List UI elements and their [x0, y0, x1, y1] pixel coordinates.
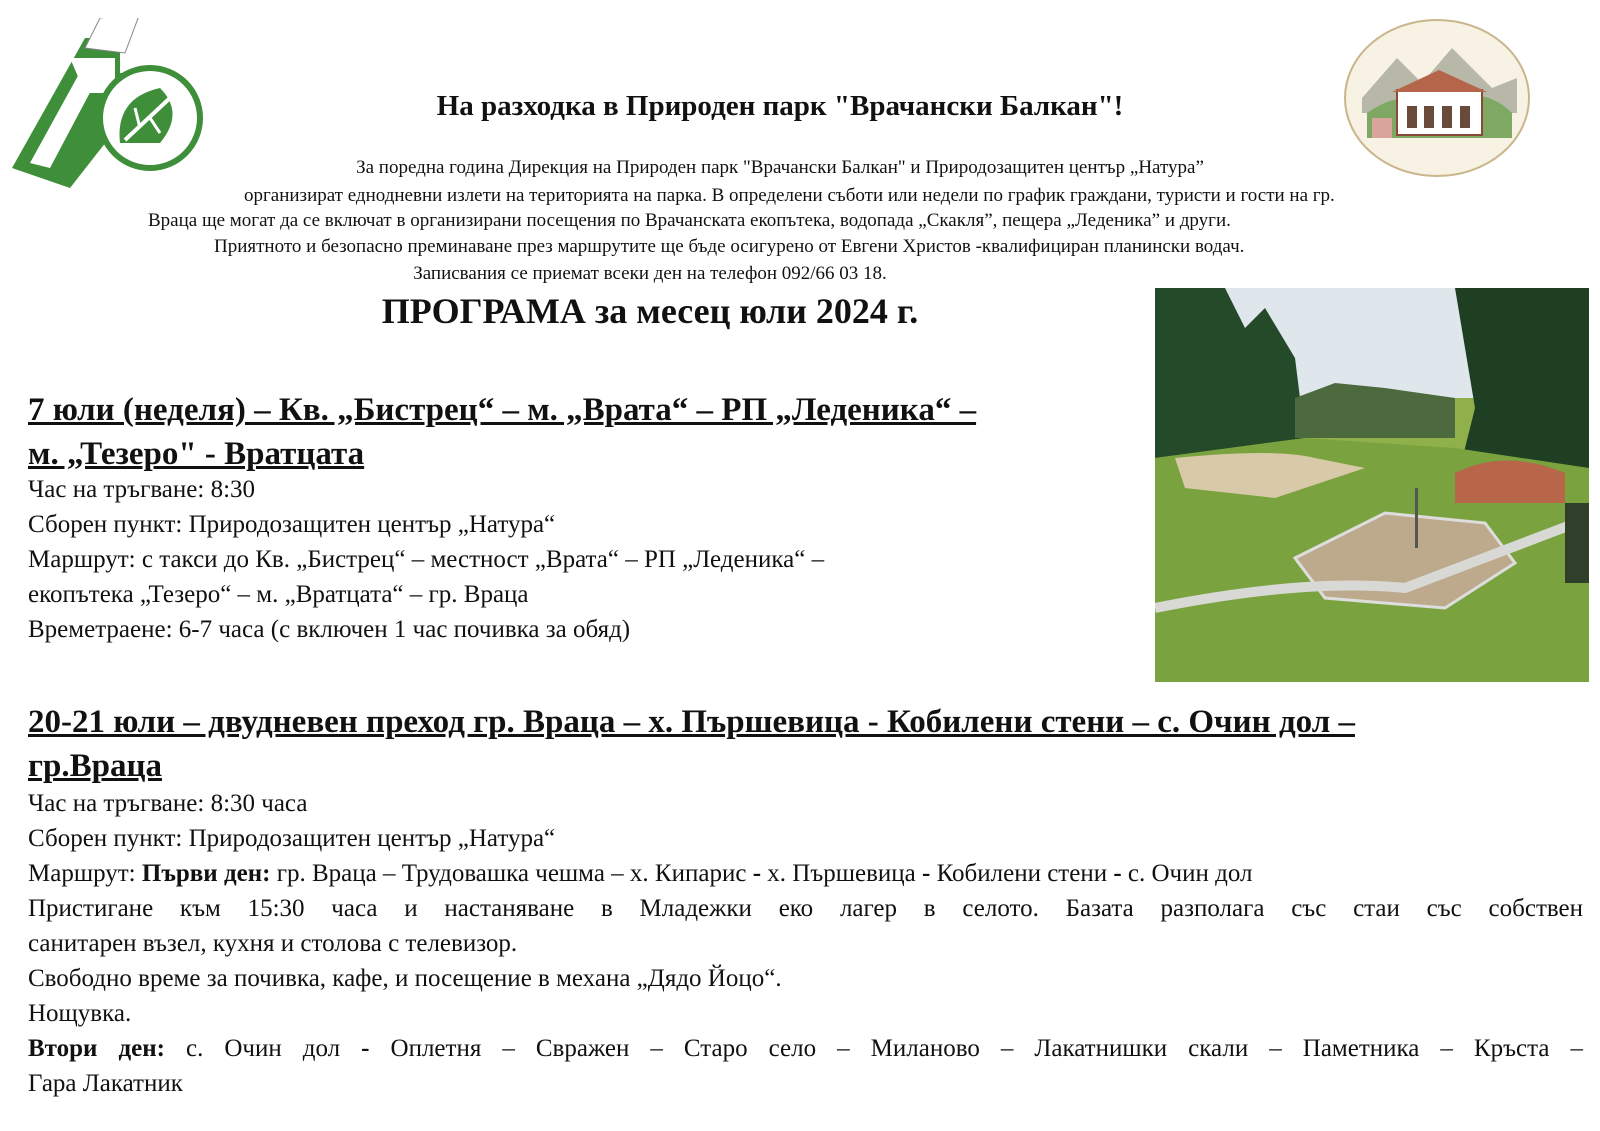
route-dash: -	[752, 860, 762, 887]
event-2-details	[28, 786, 1583, 1101]
event-2-title-line-2: гр.Враца	[28, 748, 162, 784]
event-2-day2-route-line-2: Гара Лакатник	[28, 1070, 183, 1097]
day2-route-part-b: Оплетня – Свражен – Старо село – Миланово – Лакатнишки скали – Паметника – Кръста –	[369, 1035, 1583, 1062]
route-prefix: Маршрут:	[28, 860, 142, 887]
intro-line-2: организират еднодневни излети на територията на парка. В определени съботи или недели по график граждани, туристи и гости на гр.	[244, 185, 1335, 206]
event-1-details	[28, 472, 824, 647]
event-2-meeting-point: Сборен пункт: Природозащитен център „Натура“	[28, 825, 556, 852]
page-title: На разходка в Природен парк "Врачански Балкан"!	[436, 90, 1124, 122]
event-2-arrival-line-2: санитарен възел, кухня и столова с телевизор.	[28, 930, 518, 957]
day1-route-part-d: с. Очин дол	[1121, 860, 1253, 887]
day1-route-part-a: гр. Враца – Трудовашка чешма – х. Кипарис	[270, 860, 753, 887]
day1-route-part-c: Кобилени стени	[930, 860, 1114, 887]
event-2-title	[28, 700, 1588, 788]
event-1-meeting-point: Сборен пункт: Природозащитен център „Натура“	[28, 511, 556, 538]
day1-route-part-b: х. Пършевица	[761, 860, 923, 887]
park-landscape-photo	[1155, 288, 1589, 682]
park-logo-icon	[10, 18, 210, 198]
event-1-title-line-1: 7 юли (неделя) – Кв. „Бистрец“ – м. „Врата“ – РП „Леденика“ –	[28, 392, 977, 428]
event-2-day2-route	[28, 1031, 1583, 1066]
program-title: ПРОГРАМА за месец юли 2024 г.	[381, 291, 919, 331]
event-2-overnight: Нощувка.	[28, 1000, 132, 1027]
route-dash: -	[361, 1035, 370, 1062]
route-dash: -	[1113, 860, 1122, 887]
intro-line-1: За поредна година Дирекция на Природен парк "Врачански Балкан" и Природозащитен център „Натура”	[356, 157, 1204, 178]
event-2-departure: Час на тръгване: 8:30 часа	[28, 790, 308, 817]
event-1-route-line-1: Маршрут: с такси до Кв. „Бистрец“ – местност „Врата“ – РП „Леденика“ –	[28, 546, 825, 573]
day1-label: Първи ден:	[141, 860, 271, 887]
event-2-title-line-1: 20-21 юли – двудневен преход гр. Враца – х. Пършевица - Кобилени стени – с. Очин дол –	[28, 704, 1355, 740]
day2-label: Втори ден:	[28, 1035, 165, 1062]
intro-line-3: Враца ще могат да се включат в организирани посещения по Врачанската екопътека, водопада „Скакля”, пещера „Леденика” и други.	[148, 210, 1231, 231]
event-1-duration: Времетраене: 6-7 часа (с включен 1 час почивка за обяд)	[28, 616, 631, 643]
natura-center-seal-icon	[1342, 18, 1532, 178]
event-1-title-line-2: м. „Тезеро" - Вратцата	[28, 436, 365, 472]
event-2-arrival-line-1: Пристигане към 15:30 часа и настаняване в Младежки еко лагер в селото. Базата разполага със стаи със собствен	[28, 895, 1583, 922]
event-2-free-time: Свободно време за почивка, кафе, и посещение в механа „Дядо Йоцо“.	[28, 965, 782, 992]
event-1-title	[28, 388, 1148, 476]
intro-phone-line: Записвания се приемат всеки ден на телефон 092/66 03 18.	[413, 263, 887, 284]
intro-line-4: Приятното и безопасно преминаване през маршрутите ще бъде осигурено от Евгени Христов -квалифициран планински водач.	[214, 236, 1245, 257]
route-dash: -	[922, 860, 931, 887]
event-1-route-line-2: екопътека „Тезеро“ – м. „Вратцата“ – гр. Враца	[28, 581, 529, 608]
day2-route-part-a: с. Очин дол	[164, 1035, 362, 1062]
event-2-day1-route	[28, 856, 1583, 891]
event-1-departure: Час на тръгване: 8:30	[28, 476, 256, 503]
